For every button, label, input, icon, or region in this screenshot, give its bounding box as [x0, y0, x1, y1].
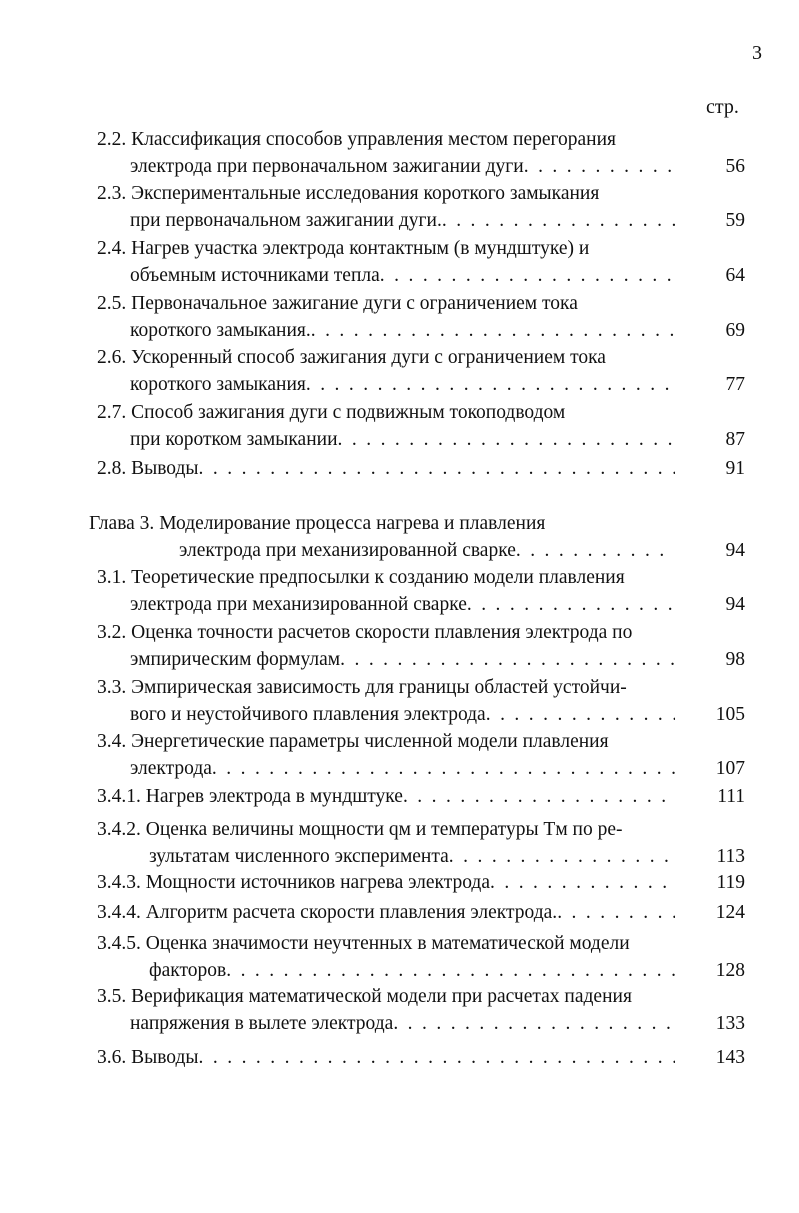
toc-entry-title-line1: Экспериментальные исследования короткого замыкания: [131, 183, 600, 204]
toc-entry-title-line2: короткого замыкания.: [130, 320, 311, 341]
toc-entry-page-number: 111: [717, 786, 745, 807]
toc-leader-dots: [516, 537, 675, 564]
toc-entry-line1: [97, 869, 675, 896]
toc-entry-page-number: 64: [725, 265, 745, 286]
toc-entry-title-line2: зультатам численного эксперимента: [149, 846, 449, 867]
toc-entry-page-number: 69: [725, 320, 745, 341]
page-number: 3: [752, 42, 762, 64]
toc-leader-dots: [380, 262, 675, 289]
toc-entry: [97, 455, 745, 482]
toc-entry-number: 3.4.5.: [97, 933, 141, 954]
toc-entry-page-number: 133: [715, 1013, 745, 1034]
toc-entry-title-wrap: [97, 869, 490, 896]
toc-entry-line2: [97, 957, 675, 984]
toc-entry-number: 2.7.: [97, 402, 127, 423]
toc-entry-page-number: 91: [725, 458, 745, 479]
toc-entry: [97, 728, 745, 782]
toc-entry-title-wrap: [97, 1044, 199, 1071]
toc-entry-title-line2: факторов: [149, 960, 227, 981]
toc-entry-title-wrap: [97, 783, 403, 810]
toc-entry-number: 2.5.: [97, 293, 127, 314]
toc-entry-title-line1: Способ зажигания дуги с подвижным токоподводом: [131, 402, 566, 423]
toc-entry: [97, 816, 745, 870]
toc-leader-dots: [449, 843, 675, 870]
toc-entry-title-line2: напряжения в вылете электрода: [130, 1013, 394, 1034]
toc-entry-line2: [89, 537, 675, 564]
toc-entry: [97, 126, 745, 180]
toc-entry-number: 3.4.1.: [97, 786, 141, 807]
toc-entry-number: 3.5.: [97, 986, 127, 1007]
toc-entry-number: 3.2.: [97, 622, 127, 643]
toc-entry-number: 2.2.: [97, 129, 127, 150]
toc-entry-page-number: 128: [715, 960, 745, 981]
toc-entry-line2: [97, 317, 675, 344]
toc-entry-number: 2.8.: [97, 458, 127, 479]
toc-leader-dots: [212, 755, 675, 782]
toc-entry-number: 3.4.4.: [97, 902, 141, 923]
toc-entry: [97, 674, 745, 728]
toc-entry: [97, 783, 745, 810]
toc-entry-title-line1: Нагрев участка электрода контактным (в мундштуке) и: [131, 238, 590, 259]
toc-entry-title-line2: электрода при механизированной сварке: [179, 540, 516, 561]
toc-entry-line1: [97, 564, 675, 591]
toc-entry-title-line1: Мощности источников нагрева электрода: [145, 872, 490, 893]
toc-entry-line2: [97, 153, 675, 180]
toc-entry: [97, 399, 745, 453]
toc-entry-line1: [97, 455, 675, 482]
toc-entry-number: 3.4.: [97, 731, 127, 752]
toc-entry-line2: [97, 262, 675, 289]
toc-entry-title-line2: при коротком замыкании: [130, 429, 338, 450]
toc-leader-dots: [306, 371, 675, 398]
toc-entry-number: 3.3.: [97, 677, 127, 698]
toc-entry-title-line2: короткого замыкания: [130, 374, 306, 395]
toc-entry: [89, 510, 745, 564]
toc-entry-title-line1: Выводы: [131, 1047, 199, 1068]
toc-entry-page-number: 124: [715, 902, 745, 923]
toc-leader-dots: [524, 153, 675, 180]
toc-entry-title-line2: электрода: [130, 758, 212, 779]
toc-entry-line2: [97, 371, 675, 398]
toc-entry-number: 2.6.: [97, 347, 127, 368]
toc-entry: [97, 869, 745, 896]
toc-entry-title-line2: эмпирическим формулам: [130, 649, 341, 670]
toc-leader-dots: [486, 701, 675, 728]
toc-leader-dots: [199, 455, 675, 482]
toc-entry: [97, 619, 745, 673]
toc-entry-title-line2: при первоначальном зажигании дуги.: [130, 210, 442, 231]
toc-entry-line1: [97, 619, 675, 646]
toc-entry: [97, 290, 745, 344]
toc-leader-dots: [340, 646, 675, 673]
toc-leader-dots: [199, 1044, 675, 1071]
toc-entry: [97, 930, 745, 984]
toc-entry-title-line2: вого и неустойчивого плавления электрода: [130, 704, 486, 725]
toc-entry-line1: [97, 899, 675, 926]
toc-entry-line1: [97, 235, 675, 262]
toc-entry-title-line2: электрода при механизированной сварке: [130, 594, 467, 615]
toc-entry-title-line1: Энергетические параметры численной модели плавления: [131, 731, 609, 752]
toc-leader-dots: [311, 317, 675, 344]
toc-entry-page-number: 119: [716, 872, 745, 893]
toc-entry-line2: [97, 1010, 675, 1037]
toc-leader-dots: [490, 869, 675, 896]
toc-entry-page-number: 105: [715, 704, 745, 725]
toc-entry-page-number: 94: [725, 594, 745, 615]
toc-entry-title-line1: Оценка величины мощности qм и температуры Tм по ре-: [145, 819, 623, 840]
toc-entry-title-line1: Оценка значимости неучтенных в математической модели: [145, 933, 630, 954]
toc-entry-line1: [89, 510, 675, 537]
toc-entry-line1: [97, 674, 675, 701]
toc-entry-line1: [97, 126, 675, 153]
toc-entry: [97, 564, 745, 618]
toc-entry-line1: [97, 399, 675, 426]
toc-entry-page-number: 107: [715, 758, 745, 779]
toc-leader-dots: [403, 783, 675, 810]
toc-entry-line1: [97, 1044, 675, 1071]
toc-entry-page-number: 98: [725, 649, 745, 670]
toc-entry: [97, 1044, 745, 1071]
toc-entry-page-number: 113: [716, 846, 745, 867]
toc-entry-line1: [97, 728, 675, 755]
toc-entry-title-line1: Выводы: [131, 458, 199, 479]
toc-entry: [97, 344, 745, 398]
toc-entry-title-line1: Верификация математической модели при расчетах падения: [131, 986, 632, 1007]
toc-entry-title-line1: Оценка точности расчетов скорости плавления электрода по: [131, 622, 633, 643]
toc-entry-line2: [97, 646, 675, 673]
toc-entry: [97, 899, 745, 926]
toc-entry-number: 3.4.3.: [97, 872, 141, 893]
toc-entry-page-number: 87: [725, 429, 745, 450]
toc-entry-title-line1: Классификация способов управления местом перегорания: [131, 129, 617, 150]
toc-entry-page-number: 56: [725, 156, 745, 177]
toc-entry: [97, 983, 745, 1037]
toc-entry-line1: [97, 344, 675, 371]
toc-entry-page-number: 94: [725, 540, 745, 561]
toc-entry-title-line2: электрода при первоначальном зажигании дуги: [130, 156, 524, 177]
toc-entry-line2: [97, 591, 675, 618]
toc-entry-title-line1: Теоретические предпосылки к созданию модели плавления: [131, 567, 625, 588]
toc-leader-dots: [557, 899, 675, 926]
page-column-label: стр.: [706, 96, 739, 118]
toc-entry-title-line1: Эмпирическая зависимость для границы областей устойчи-: [131, 677, 627, 698]
toc-entry-title-wrap: [97, 455, 199, 482]
toc-entry-line1: [97, 983, 675, 1010]
toc-entry: [97, 235, 745, 289]
toc-entry-line1: [97, 930, 675, 957]
toc-entry-title-wrap: [97, 899, 557, 926]
toc-entry-title-line1: Первоначальное зажигание дуги с ограничением тока: [131, 293, 578, 314]
toc-entry-number: 2.3.: [97, 183, 127, 204]
toc-entry-line2: [97, 755, 675, 782]
toc-leader-dots: [442, 207, 675, 234]
toc-leader-dots: [467, 591, 675, 618]
toc-entry-number: 3.4.2.: [97, 819, 141, 840]
toc-entry-title-line1: Моделирование процесса нагрева и плавления: [159, 513, 546, 534]
toc-entry-title-line1: Нагрев электрода в мундштуке: [145, 786, 403, 807]
toc-entry-line1: [97, 816, 675, 843]
toc-entry-number: 3.6.: [97, 1047, 127, 1068]
toc-entry-line1: [97, 180, 675, 207]
toc-entry-line2: [97, 701, 675, 728]
toc-entry-title-line1: Ускоренный способ зажигания дуги с ограничением тока: [131, 347, 606, 368]
toc-entry-page-number: 143: [715, 1047, 745, 1068]
toc-entry-line2: [97, 843, 675, 870]
toc-leader-dots: [226, 957, 675, 984]
toc-leader-dots: [338, 426, 675, 453]
toc-entry-number: 3.1.: [97, 567, 127, 588]
toc-entry-title-line2: объемным источниками тепла: [130, 265, 380, 286]
toc-entry-line1: [97, 290, 675, 317]
toc-entry-number: 2.4.: [97, 238, 127, 259]
toc-leader-dots: [393, 1010, 675, 1037]
toc-entry-line2: [97, 207, 675, 234]
toc-entry-line1: [97, 783, 675, 810]
toc-entry-line2: [97, 426, 675, 453]
toc-entry-page-number: 77: [725, 374, 745, 395]
toc-entry-page-number: 59: [725, 210, 745, 231]
toc-entry-number: Глава 3.: [89, 513, 155, 534]
toc-entry-title-line1: Алгоритм расчета скорости плавления электрода.: [145, 902, 558, 923]
toc-entry: [97, 180, 745, 234]
